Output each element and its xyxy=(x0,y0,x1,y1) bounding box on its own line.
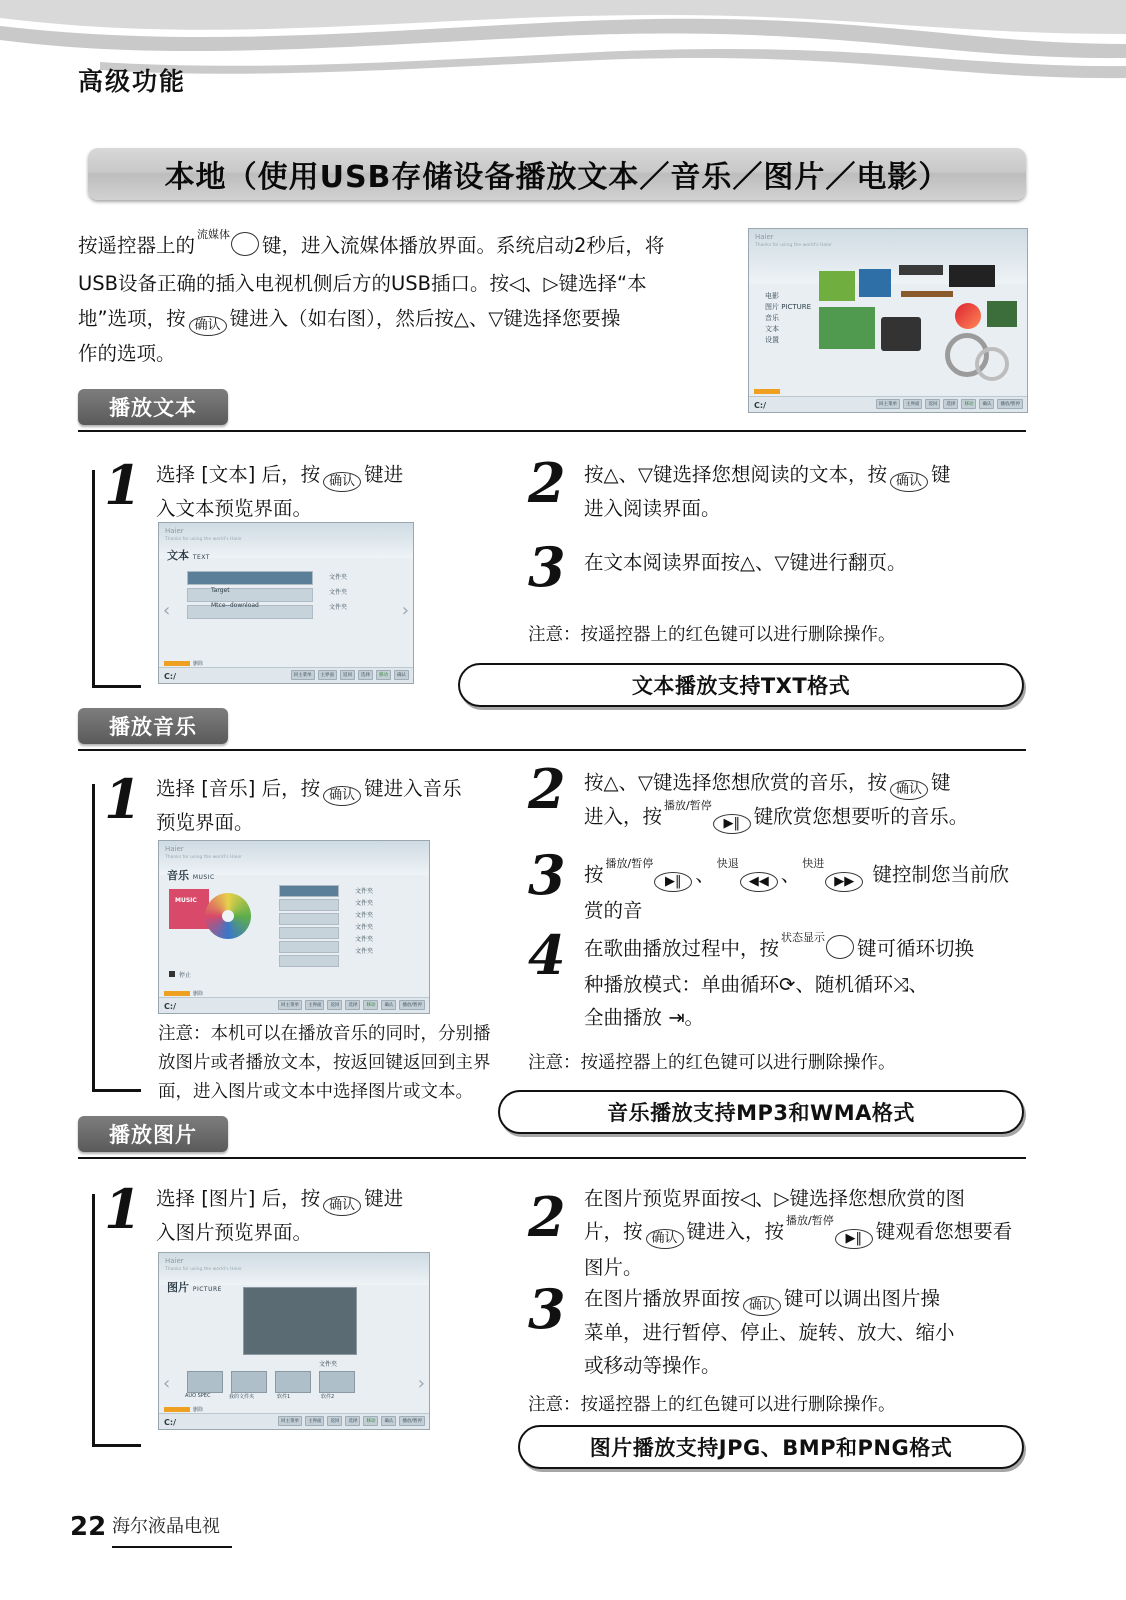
tv-panel-title-cn: 图片 xyxy=(167,1281,189,1294)
tv-prev-arrow-icon: ‹ xyxy=(163,1372,171,1394)
ok-button-icon: 确认 xyxy=(646,1229,684,1249)
tv-key-hints xyxy=(278,1000,425,1010)
tv-subtitle: Thanks for using the world's Haier xyxy=(165,537,243,542)
section-tab-picture xyxy=(78,1116,228,1152)
capsule-picture-format xyxy=(518,1425,1024,1469)
step-number: 3 xyxy=(528,843,566,907)
page-header: 高级功能 xyxy=(78,67,187,96)
note-text-section: 注意：按遥控器上的红色键可以进行删除操作。 xyxy=(528,625,896,645)
tv-key-hint: 选择 xyxy=(345,1416,360,1426)
tv-menu-item-settings: 设置 xyxy=(765,336,779,344)
media-button-label: 流媒体 xyxy=(197,228,231,241)
tv-photo-large xyxy=(819,307,875,349)
step-text-part: 键 xyxy=(931,771,951,794)
tv-key-hint: 移动 xyxy=(961,399,976,409)
tv-next-arrow-icon: › xyxy=(417,1372,425,1394)
tv-panel-title-en: MUSIC xyxy=(192,874,215,881)
section-tab-text-label: 播放文本 xyxy=(109,396,197,420)
tv-file-name: Mtce--download xyxy=(211,602,259,609)
tv-folder-label: 文件夹 xyxy=(355,936,374,943)
step-text-part: 在歌曲播放过程中，按 xyxy=(584,937,780,960)
ok-button-icon: 确认 xyxy=(323,1196,361,1216)
footer-brand-text: 海尔液晶电视 xyxy=(112,1516,220,1537)
tv-key-hint: 确认 xyxy=(979,399,994,409)
tv-key-hint: 主界面 xyxy=(305,1000,325,1010)
intro-line4: 作的选项。 xyxy=(78,342,176,365)
tv-camera-icon xyxy=(881,317,921,351)
step-text-part: 种播放模式：单曲循环⟳、随机循环⤨、 xyxy=(584,973,928,996)
step-text-music-3: 按 $^{播放/暂停}$▶‖ 、 $^{快退}$◀◀ 、 $^{快进}$▶▶ 键控制您当前欣赏的音 xyxy=(584,857,1009,922)
tv-thumb-label: 我的文件夹 xyxy=(229,1394,255,1400)
tv-gear-icon-small xyxy=(975,347,1009,381)
step-text-part: 选择 [图片] 后，按 xyxy=(156,1187,321,1210)
step-text-part: 进入阅读界面。 xyxy=(584,497,721,520)
tv-music-preview-screenshot xyxy=(158,840,430,1014)
step-number: 1 xyxy=(104,1177,142,1241)
tv-key-hint: 移动 xyxy=(363,1000,378,1010)
step-text-part: 按 xyxy=(584,863,604,886)
ok-button-icon: 确认 xyxy=(890,780,928,800)
tv-folder-label: 文件夹 xyxy=(355,888,374,895)
ok-button-icon: 确认 xyxy=(890,472,928,492)
step-text-part: 预览界面。 xyxy=(156,811,254,834)
tv-folder-label: 文件夹 xyxy=(355,900,374,907)
tv-brand: Haier xyxy=(755,233,774,241)
capsule-label: 文本播放支持TXT格式 xyxy=(631,674,851,698)
tv-path-label: C:/ xyxy=(164,1002,176,1011)
tv-stop-icon xyxy=(169,971,175,977)
intro-paragraph xyxy=(78,228,718,371)
tv-orange-indicator xyxy=(164,661,190,666)
tv-orange-indicator xyxy=(754,389,780,394)
tv-key-hint: 选择 xyxy=(345,1000,360,1010)
note-music-section: 注意：按遥控器上的红色键可以进行删除操作。 xyxy=(528,1053,896,1073)
left-column-bracket-music xyxy=(92,784,141,1092)
step-text-part: 键可以调出图片操 xyxy=(784,1287,941,1310)
step-number: 3 xyxy=(528,535,566,599)
note-music-left: 注意：本机可以在播放音乐的同时，分别播放图片或者播放文本，按返回键返回到主界面，进入图片或文本中选择图片或文本。 xyxy=(158,1024,491,1102)
tv-file-row xyxy=(279,941,339,953)
tv-panel-title-cn: 文本 xyxy=(167,549,189,562)
tv-subtitle: Thanks for using the world's Haier xyxy=(165,1267,243,1272)
footer-rule xyxy=(112,1546,232,1548)
step-number: 2 xyxy=(528,1185,566,1249)
tv-thumbnail xyxy=(187,1371,223,1393)
step-number: 2 xyxy=(528,451,566,515)
capsule-label: 图片播放支持JPG、BMP和PNG格式 xyxy=(589,1436,953,1460)
tv-key-hint: 播放/暂停 xyxy=(399,1000,425,1010)
tv-key-hint: 返回 xyxy=(327,1000,342,1010)
step-text-part: 按△、▽键选择您想欣赏的音乐，按 xyxy=(584,771,887,794)
tv-folder-label: 文件夹 xyxy=(319,1361,338,1368)
tv-orange-indicator xyxy=(164,991,190,996)
step-text-picture-2 xyxy=(584,1182,1024,1284)
tv-file-row xyxy=(279,927,339,939)
note-picture-section: 注意：按遥控器上的红色键可以进行删除操作。 xyxy=(528,1395,896,1415)
capsule-music-format xyxy=(498,1090,1024,1134)
tv-cd-hole xyxy=(222,910,234,922)
tv-key-hint: 主界面 xyxy=(318,670,338,680)
tv-path-label: C:/ xyxy=(164,672,176,681)
tv-folder-label: 文件夹 xyxy=(355,912,374,919)
tv-brand: Haier xyxy=(165,845,184,853)
tv-subtitle: Thanks for using the world's Haier xyxy=(165,855,243,860)
ok-button-icon: 确认 xyxy=(323,472,361,492)
tv-menu-list xyxy=(765,291,811,346)
step-text-part: 选择 [文本] 后，按 xyxy=(156,463,321,486)
tv-album-art xyxy=(169,889,209,929)
step-text-part: 键欣赏您想要听的音乐。 xyxy=(753,805,969,828)
tv-text-preview-screenshot xyxy=(158,522,414,684)
intro-line3-b: 键进入（如右图），然后按△、▽键选择您要操 xyxy=(229,307,621,330)
tv-file-row xyxy=(279,899,339,911)
section-tab-text xyxy=(78,389,228,425)
step-number: 4 xyxy=(528,923,566,987)
tv-panel-title-en: PICTURE xyxy=(192,1286,222,1293)
step-text-2-text xyxy=(584,458,1014,525)
tv-file-row-selected xyxy=(279,885,339,897)
forward-button-icon: ▶▶ xyxy=(825,872,863,892)
step-text-music-1 xyxy=(156,772,506,839)
play-pause-button-label: 播放/暂停 xyxy=(664,799,712,812)
rewind-label: 快退 xyxy=(716,857,739,870)
tv-brand: Haier xyxy=(165,1257,184,1265)
tv-key-hint: 回主菜单 xyxy=(876,399,900,409)
forward-label: 快进 xyxy=(802,857,825,870)
tv-menu-item-movie: 电影 xyxy=(765,292,779,300)
tv-panel-title xyxy=(167,547,210,563)
step-number: 1 xyxy=(104,453,142,517)
intro-line1-a: 按遥控器上的 xyxy=(78,234,196,257)
step-text-part: 或移动等操作。 xyxy=(584,1354,721,1377)
step-text-part: 键进 xyxy=(364,1187,404,1210)
step-text-part: 键观看您想要看 xyxy=(875,1220,1013,1243)
step-text-part: 在图片播放界面按 xyxy=(584,1287,741,1310)
tv-key-hint: 确认 xyxy=(394,670,409,680)
tv-folder-label: 文件夹 xyxy=(329,574,348,581)
left-column-bracket-picture xyxy=(92,1194,141,1447)
tv-shelf-1 xyxy=(899,265,943,275)
tv-subtitle: Thanks for using the world's Haier xyxy=(755,243,833,248)
step-text-picture-3 xyxy=(584,1282,1024,1382)
section-tab-music-label: 播放音乐 xyxy=(109,715,197,739)
ok-button-icon: 确认 xyxy=(743,1296,781,1316)
tv-thumbnail xyxy=(275,1371,311,1393)
step-text-music-4 xyxy=(584,932,1024,1034)
step-text-part: 键进入，按 xyxy=(686,1220,785,1243)
intro-line1-b: 键，进入流媒体播放界面。系统启动2秒后，将 xyxy=(262,234,665,257)
tv-books-icon xyxy=(987,301,1017,327)
tv-key-hint: 主界面 xyxy=(903,399,923,409)
tv-key-hint: 返回 xyxy=(925,399,940,409)
step-text-part: 在文本阅读界面按△、▽键进行翻页。 xyxy=(584,551,907,574)
tv-menu-item-picture: 图片 PICTURE xyxy=(765,303,812,311)
tv-key-hint: 回主菜单 xyxy=(278,1416,302,1426)
tv-key-hint: 播放/暂停 xyxy=(399,1416,425,1426)
tv-panel-title xyxy=(167,867,215,883)
play-pause-button-icon: ▶‖ xyxy=(713,814,751,834)
tv-key-hints xyxy=(291,670,410,680)
tv-path-label: C:/ xyxy=(754,401,766,410)
tv-delete-label: 删除 xyxy=(193,661,204,667)
step-text-part: 键进入音乐 xyxy=(364,777,462,800)
tv-key-hint: 返回 xyxy=(340,670,355,680)
step-text-part: 在图片预览界面按◁、▷键选择您想欣赏的图 xyxy=(584,1187,965,1210)
tv-key-hint: 选择 xyxy=(358,670,373,680)
play-pause-button-icon: ▶‖ xyxy=(654,872,692,892)
step-text-part: 按△、▽键选择您想阅读的文本，按 xyxy=(584,463,887,486)
tv-key-hint: 返回 xyxy=(327,1416,342,1426)
tv-key-hint: 确认 xyxy=(381,1000,396,1010)
tv-path-label: C:/ xyxy=(164,1418,176,1427)
play-pause-button-icon: ▶‖ xyxy=(835,1229,873,1249)
section-rule-picture xyxy=(78,1157,1026,1159)
tv-file-list xyxy=(187,571,313,622)
step-text-1-text xyxy=(156,458,456,525)
tv-key-hint: 主界面 xyxy=(305,1416,325,1426)
left-column-bracket-text xyxy=(92,470,141,688)
tv-next-arrow-icon: › xyxy=(401,599,409,621)
tv-thumb-blue xyxy=(859,269,891,297)
tv-shelf-2 xyxy=(901,291,953,297)
tv-album-label: MUSIC xyxy=(175,897,197,904)
tv-thumb-green xyxy=(819,271,855,301)
tv-brand: Haier xyxy=(165,527,184,535)
step-text-part: 键 xyxy=(931,463,951,486)
tv-file-row xyxy=(279,913,339,925)
tv-panel-title xyxy=(167,1279,222,1295)
tv-picture-preview-pane xyxy=(243,1287,357,1355)
tv-music-list xyxy=(279,885,339,969)
tv-thumbnail xyxy=(319,1371,355,1393)
tv-orange-indicator xyxy=(164,1407,190,1412)
step-text-music-2 xyxy=(584,766,1024,836)
intro-line3-a: 地”选项，按 xyxy=(78,307,186,330)
step-text-part: 图片。 xyxy=(584,1256,643,1279)
step-text-part: 键进 xyxy=(364,463,404,486)
step-number: 3 xyxy=(528,1277,566,1341)
media-button-icon xyxy=(231,232,259,256)
ok-button-icon: 确认 xyxy=(189,316,227,336)
rewind-button-icon: ◀◀ xyxy=(740,872,778,892)
tv-panel-title-cn: 音乐 xyxy=(167,869,189,882)
tv-key-hint: 回主菜单 xyxy=(278,1000,302,1010)
tv-file-row-selected xyxy=(187,571,313,585)
tv-folder-label: 文件夹 xyxy=(355,924,374,931)
status-display-label: 状态显示 xyxy=(781,931,826,944)
capsule-label: 音乐播放支持MP3和WMA格式 xyxy=(607,1101,915,1125)
tv-picture-preview-screenshot xyxy=(158,1252,430,1430)
play-pause-label: 播放/暂停 xyxy=(786,1214,834,1227)
step-text-part: 进入，按 xyxy=(584,805,663,828)
tv-menu-item-text: 文本 xyxy=(765,325,779,333)
capsule-text-format xyxy=(458,663,1024,707)
page-top-decoration xyxy=(0,0,1126,120)
tv-file-row xyxy=(279,955,339,967)
tv-film-icon xyxy=(949,265,995,287)
section-rule-music xyxy=(78,749,1026,751)
tv-folder-label: 文件夹 xyxy=(329,604,348,611)
section-title-text: 本地（使用USB存储设备播放文本／音乐／图片／电影） xyxy=(164,160,950,195)
tv-main-menu-screenshot xyxy=(748,228,1028,413)
step-text-picture-1 xyxy=(156,1182,486,1249)
tv-prev-arrow-icon: ‹ xyxy=(163,599,171,621)
tv-key-hint: 选择 xyxy=(943,399,958,409)
tv-key-hint: 回主菜单 xyxy=(291,670,315,680)
step-text-part: 入图片预览界面。 xyxy=(156,1221,313,1244)
tv-key-hint: 移动 xyxy=(376,670,391,680)
step-text-part: 键可循环切换 xyxy=(857,937,975,960)
intro-line2: USB设备正确的插入电视机侧后方的USB插口。按◁、▷键选择“本 xyxy=(78,272,647,295)
tv-delete-label: 删除 xyxy=(193,991,204,997)
section-title-bar xyxy=(88,148,1026,200)
tv-key-hints xyxy=(876,399,1023,409)
tv-disc-icon xyxy=(955,303,981,329)
step-text-3-text xyxy=(584,546,1014,579)
step-text-part: 选择 [音乐] 后，按 xyxy=(156,777,321,800)
step-number: 1 xyxy=(104,767,142,831)
tv-folder-label: 文件夹 xyxy=(355,948,374,955)
tv-key-hint: 移动 xyxy=(363,1416,378,1426)
step-text-part: 入文本预览界面。 xyxy=(156,497,313,520)
page-number: 22 xyxy=(70,1512,107,1542)
step-text-part: 键控制您当前欣赏的音 xyxy=(584,863,1009,922)
tv-thumbnail xyxy=(231,1371,267,1393)
section-tab-music xyxy=(78,708,228,744)
tv-panel-title-en: TEXT xyxy=(192,554,210,561)
tv-key-hint: 确认 xyxy=(381,1416,396,1426)
tv-thumb-label: 软件2 xyxy=(321,1394,335,1400)
ok-button-icon: 确认 xyxy=(323,786,361,806)
tv-delete-label: 删除 xyxy=(193,1407,204,1413)
step-text-part: 菜单，进行暂停、停止、旋转、放大、缩小 xyxy=(584,1321,955,1344)
tv-file-row xyxy=(187,588,313,602)
tv-file-name: Target xyxy=(211,587,230,594)
section-rule-text xyxy=(78,430,1026,432)
step-text-part: 全曲播放 ⇥。 xyxy=(584,1006,705,1029)
tv-folder-label: 文件夹 xyxy=(329,589,348,596)
step-number: 2 xyxy=(528,757,566,821)
tv-key-hint: 播放/暂停 xyxy=(997,399,1023,409)
tv-key-hints xyxy=(278,1416,425,1426)
tv-menu-item-music: 音乐 xyxy=(765,314,779,322)
tv-thumb-label: AUO SPEC xyxy=(185,1393,211,1399)
tv-thumb-label: 软件1 xyxy=(277,1394,291,1400)
status-display-button-icon xyxy=(826,935,854,959)
play-pause-label: 播放/暂停 xyxy=(605,857,654,870)
tv-stop-label: 停止 xyxy=(179,972,192,979)
section-tab-picture-label: 播放图片 xyxy=(109,1123,197,1147)
step-text-part: 片，按 xyxy=(584,1220,643,1243)
